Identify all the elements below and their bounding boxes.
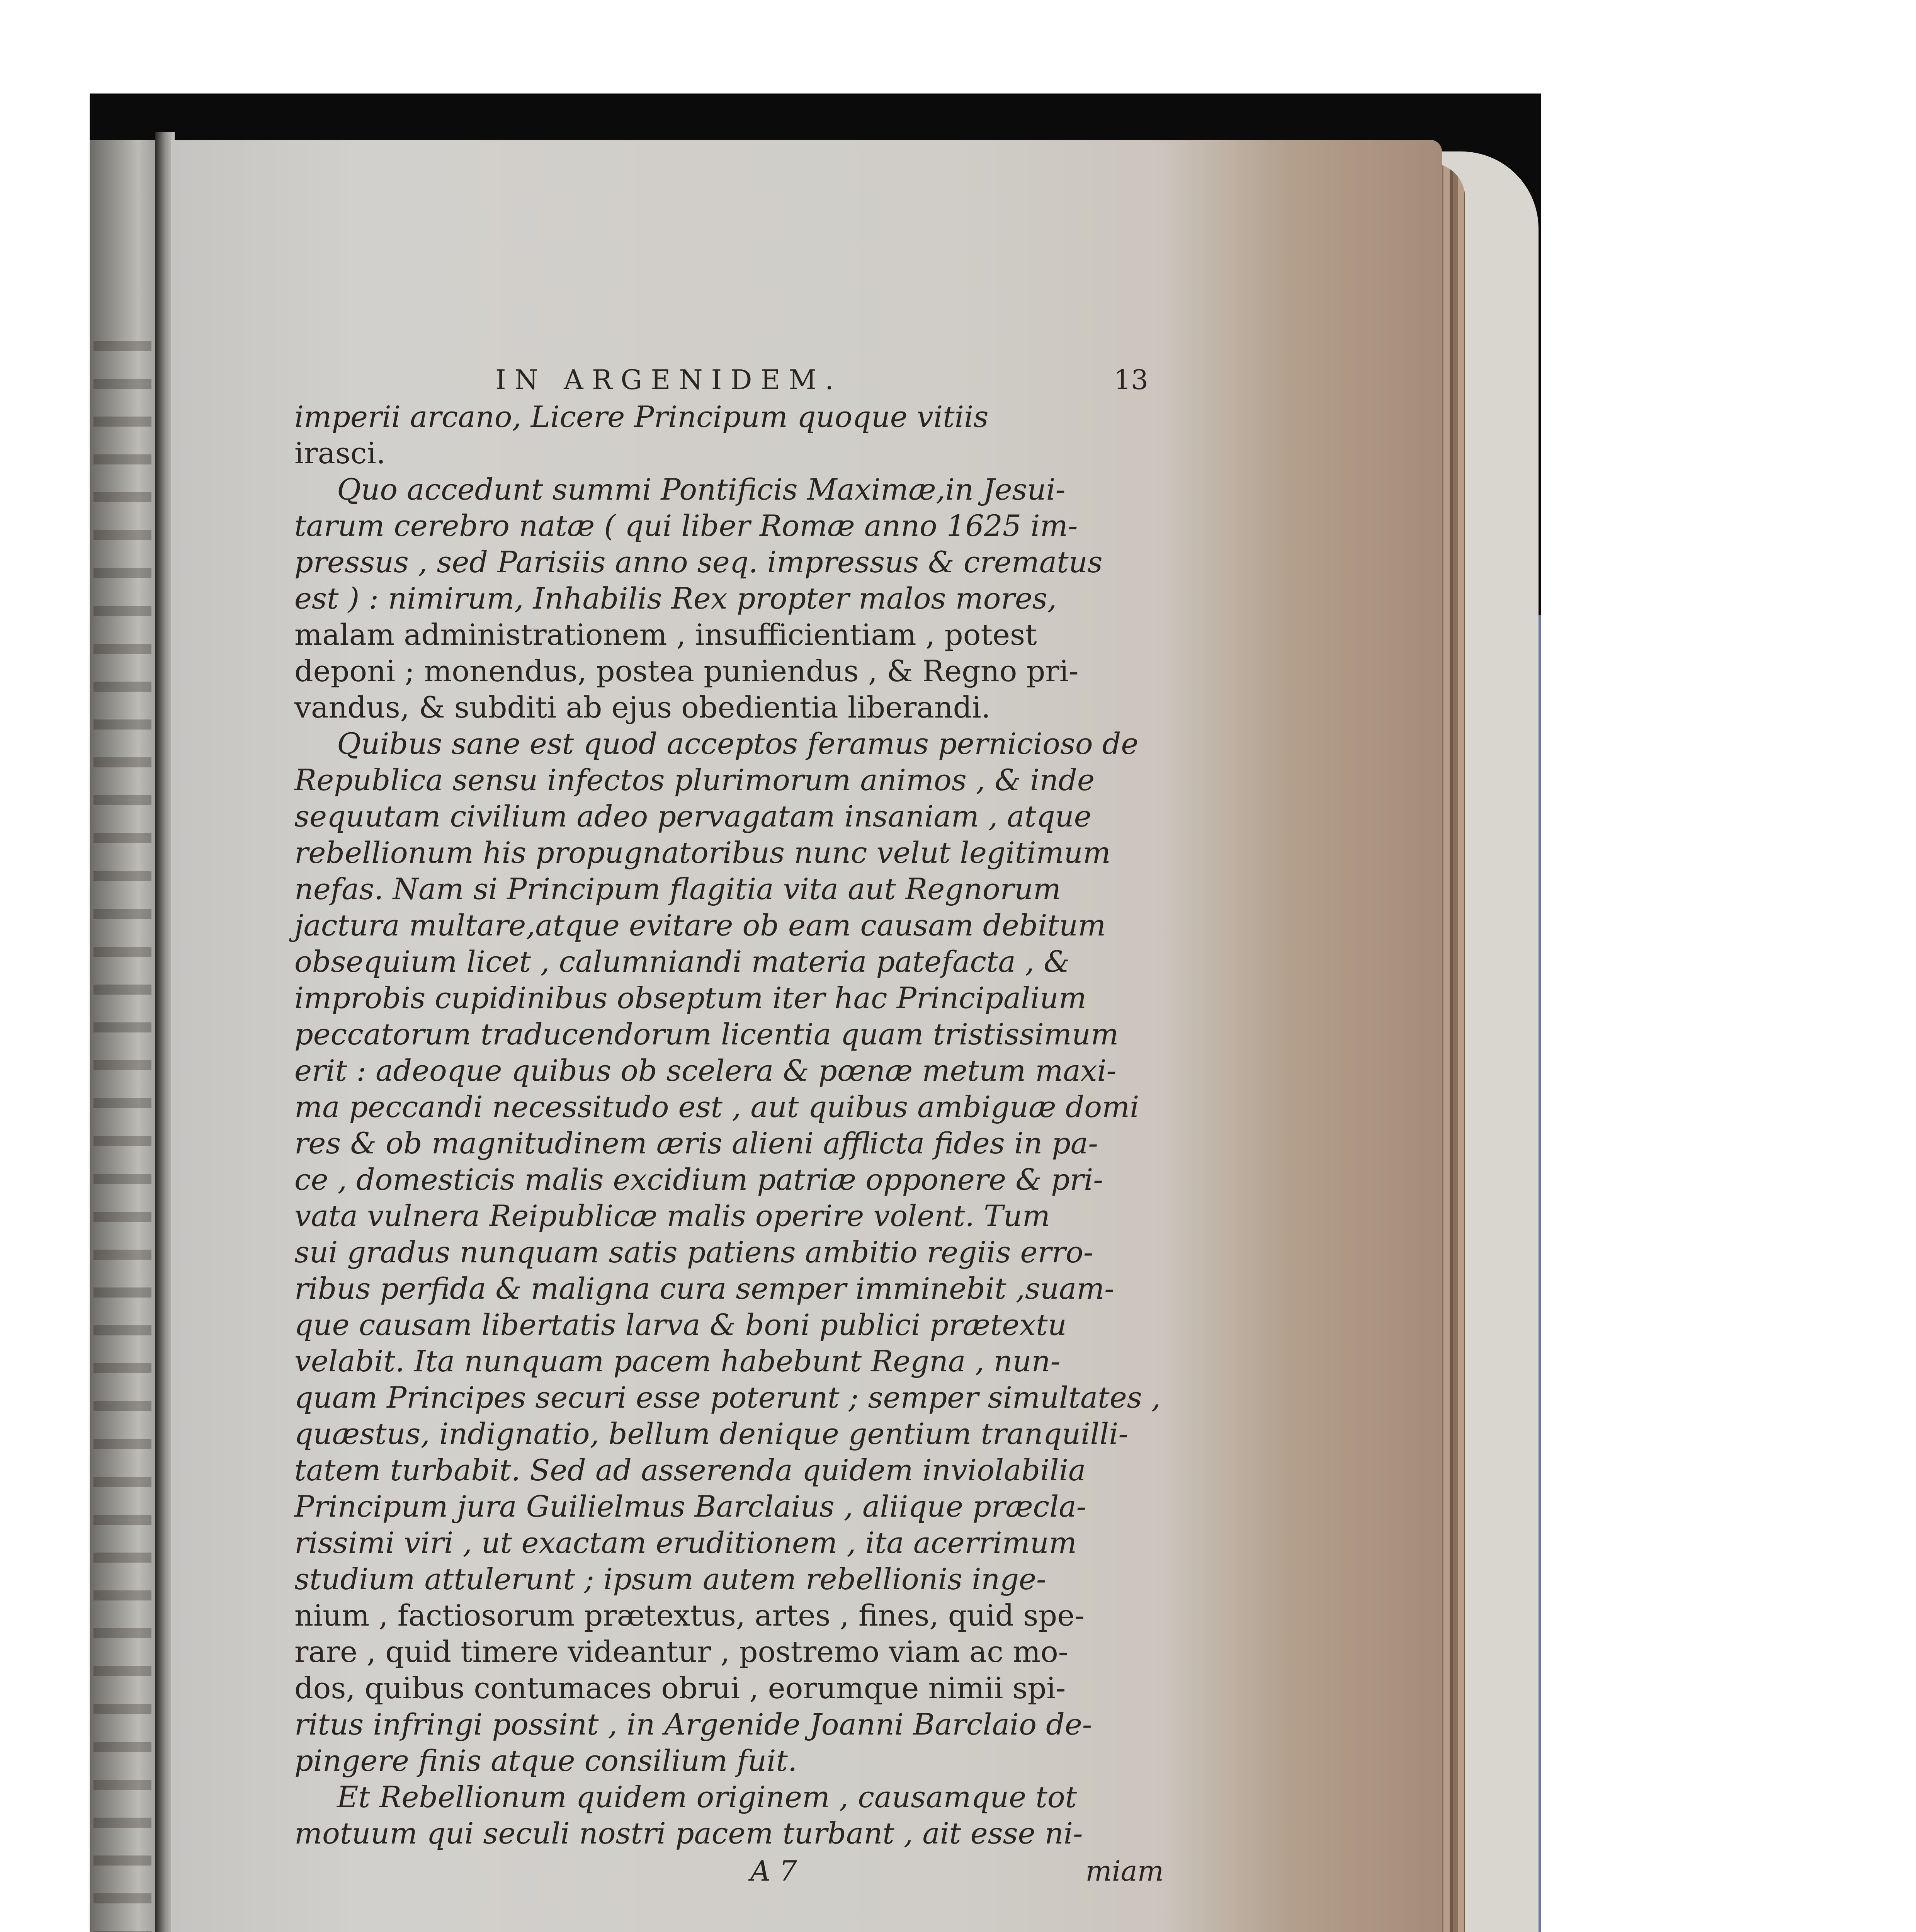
text-line: quam Principes securi esse poterunt ; semper simultates , — [294, 1380, 1161, 1415]
running-head — [294, 364, 1164, 399]
text-line: pingere finis atque consilium fuit. — [294, 1743, 797, 1778]
signature-mark: A 7 — [750, 1855, 797, 1887]
previous-page-edge — [90, 140, 159, 1932]
text-line: Quo accedunt summi Pontificis Maximæ,in Jesui- — [337, 472, 1066, 507]
text-line: Et Rebellionum quidem originem , causamque tot — [337, 1780, 1077, 1814]
text-line: rebellionum his propugnatoribus nunc velut legitimum — [294, 835, 1111, 870]
text-line: Quibus sane est quod acceptos feramus pernicioso de — [337, 726, 1139, 761]
text-line: erit : adeoque quibus ob scelera & pœnæ metum maxi- — [294, 1053, 1117, 1088]
text-line: malam administrationem , insufficientiam , potest — [294, 617, 1037, 652]
text-line: irasci. — [294, 436, 386, 470]
text-line: motuum qui seculi nostri pacem turbant , ait esse ni- — [294, 1816, 1083, 1850]
text-line: que causam libertatis larva & boni publici prætextu — [294, 1308, 1067, 1342]
text-line: nefas. Nam si Principum flagitia vita aut Regnorum — [294, 872, 1061, 906]
text-line: quæstus, indignatio, bellum denique gentium tranquilli- — [294, 1417, 1129, 1451]
text-line: deponi ; monendus, postea puniendus , & Regno pri- — [294, 654, 1079, 688]
text-line: obsequium licet , calumniandi materia patefacta , & — [294, 944, 1070, 979]
text-line: Republica sensu infectos plurimorum animos , & inde — [294, 763, 1095, 797]
page-text — [294, 364, 1164, 1893]
text-line: ritus infringi possint , in Argenide Joanni Barclaio de- — [294, 1707, 1092, 1742]
previous-page-text-fragments — [94, 341, 151, 1932]
text-line: est ) : nimirum, Inhabilis Rex propter malos mores, — [294, 581, 1057, 616]
text-line: velabit. Ita nunquam pacem habebunt Regna , nun- — [294, 1344, 1061, 1378]
signature-line — [294, 1855, 1164, 1893]
text-line: vandus, & subditi ab ejus obedientia liberandi. — [294, 690, 991, 724]
text-line: studium attulerunt ; ipsum autem rebellionis inge- — [294, 1562, 1046, 1596]
page-number: 13 — [1114, 364, 1148, 396]
catchword: miam — [1085, 1855, 1164, 1887]
text-line: jactura multare,atque evitare ob eam causam debitum — [294, 908, 1106, 942]
text-line: vata vulnera Reipublicæ malis operire volent. Tum — [294, 1199, 1050, 1233]
text-line: ribus perfida & maligna cura semper imminebit ,suam- — [294, 1271, 1114, 1306]
scan-photo — [90, 94, 1541, 1932]
running-head-title: IN ARGENIDEM. — [495, 364, 842, 396]
text-line: ma peccandi necessitudo est , aut quibus ambiguæ domi — [294, 1090, 1139, 1124]
text-line: Principum jura Guilielmus Barclaius , aliique præcla- — [294, 1489, 1086, 1524]
text-line: nium , factiosorum prætextus, artes , fines, quid spe- — [294, 1598, 1085, 1633]
text-line: tarum cerebro natæ ( qui liber Romæ anno 1625 im- — [294, 509, 1078, 543]
text-line: peccatorum traducendorum licentia quam tristissimum — [294, 1017, 1119, 1051]
text-line: tatem turbabit. Sed ad asserenda quidem inviolabilia — [294, 1453, 1086, 1487]
text-line: rare , quid timere videantur , postremo viam ac mo- — [294, 1634, 1068, 1669]
text-line: imperii arcano, Licere Principum quoque vitiis — [294, 400, 989, 434]
text-line: pressus , sed Parisiis anno seq. impressus & crematus — [294, 545, 1103, 579]
text-line: rissimi viri , ut exactam eruditionem , ita acerrimum — [294, 1526, 1077, 1560]
text-line: ce , domesticis malis excidium patriæ opponere & pri- — [294, 1162, 1103, 1197]
text-line: res & ob magnitudinem æris alieni afflicta fides in pa- — [294, 1126, 1098, 1160]
text-line: sequutam civilium adeo pervagatam insaniam , atque — [294, 799, 1091, 833]
text-line: improbis cupidinibus obseptum iter hac Principalium — [294, 981, 1086, 1015]
text-line: dos, quibus contumaces obrui , eorumque nimii spi- — [294, 1671, 1066, 1705]
text-line: sui gradus nunquam satis patiens ambitio regiis erro- — [294, 1235, 1093, 1269]
